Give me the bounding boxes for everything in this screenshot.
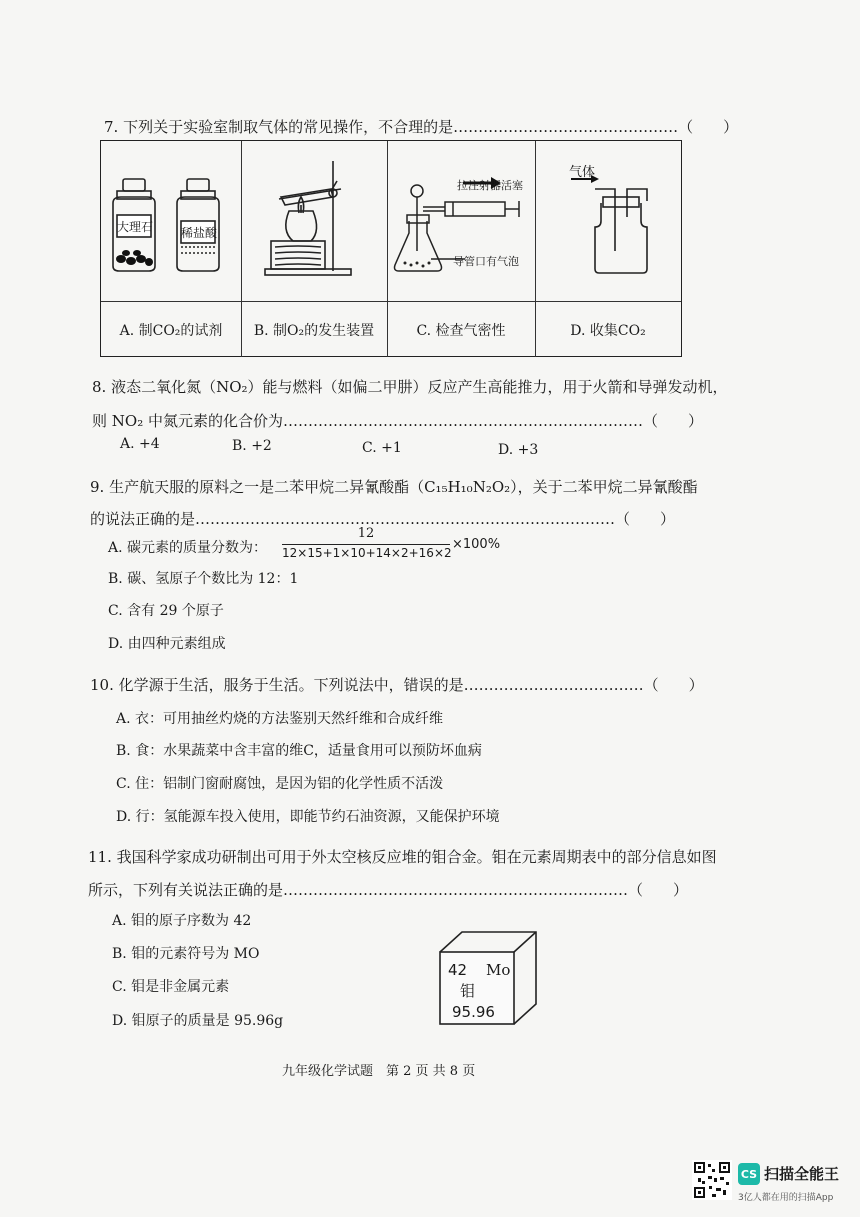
element-atomic-mass: 95.96 — [452, 1003, 495, 1021]
q9-stem-line1: 9. 生产航天服的原料之一是二苯甲烷二异氰酸酯（C₁₅H₁₀N₂O₂），关于二苯甲烷二异氰酸酯 — [90, 478, 698, 496]
scanner-brand: 扫描全能王 — [764, 1165, 840, 1183]
q9-option-a-label: A. 碳元素的质量分数为： — [108, 540, 268, 556]
q7-option-c: C. 检查气密性 — [387, 301, 536, 357]
q10-option-a: A. 衣：可用抽丝灼烧的方法鉴别天然纤维和合成纤维 — [116, 711, 444, 727]
page-footer: 九年级化学试题 第 2 页 共 8 页 — [282, 1064, 476, 1079]
q7-figure-table — [100, 140, 682, 357]
q9-fraction-numerator: 12 — [357, 526, 375, 541]
q10-stem: 10. 化学源于生活，服务于生活。下列说法中，错误的是………………………………（ ） — [90, 676, 704, 694]
q8-stem-line2: 则 NO₂ 中氮元素的化合价为………………………………………………………………（ ） — [92, 412, 703, 430]
q8-option-d: D. +3 — [498, 442, 539, 458]
q11-option-d: D. 钼原子的质量是 95.96g — [112, 1013, 284, 1029]
q9-option-b: B. 碳、氢原子个数比为 12：1 — [108, 571, 299, 587]
q8-option-a: A. +4 — [120, 436, 160, 452]
jar-label-marble: 大理石 — [117, 220, 154, 234]
scanner-slogan: 3亿人都在用的扫描App — [738, 1193, 834, 1203]
qr-code-icon — [692, 1160, 732, 1200]
q11-option-a: A. 钼的原子序数为 42 — [112, 913, 252, 929]
q11-stem-line1: 11. 我国科学家成功研制出可用于外太空核反应堆的钼合金。钼在元素周期表中的部分信息如图 — [88, 848, 717, 866]
q8-option-c: C. +1 — [362, 440, 402, 456]
element-symbol: Mo — [486, 961, 511, 979]
q11-option-b: B. 钼的元素符号为 MO — [112, 946, 260, 962]
gas-label: 气体 — [569, 165, 596, 180]
q9-fraction-denominator: 12×15+1×10+14×2+16×2 — [282, 546, 452, 560]
q9-fraction-tail: ×100% — [452, 537, 501, 552]
q7-option-b: B. 制O₂的发生装置 — [241, 301, 388, 357]
q7-stem: 7. 下列关于实验室制取气体的常见操作，不合理的是………………………………………（ ） — [104, 118, 739, 136]
q7-option-d: D. 收集CO₂ — [535, 301, 681, 357]
q7-option-a: A. 制CO₂的试剂 — [101, 301, 242, 357]
q10-option-c: C. 住：铝制门窗耐腐蚀，是因为铝的化学性质不活泼 — [116, 776, 444, 792]
q8-option-b: B. +2 — [232, 438, 272, 454]
bubble-label: 导管口有气泡 — [453, 255, 519, 268]
q7-cell-a — [101, 141, 242, 301]
q11-stem-line2: 所示，下列有关说法正确的是……………………………………………………………（ ） — [88, 881, 689, 899]
q11-option-c: C. 钼是非金属元素 — [112, 979, 230, 995]
q9-option-c: C. 含有 29 个原子 — [108, 603, 224, 619]
q7-cell-c — [387, 141, 536, 301]
gas-collection-bottle-icon — [535, 141, 681, 301]
fraction-bar — [282, 544, 450, 545]
heating-apparatus-icon — [241, 141, 387, 301]
syringe-label: 拉注射器活塞 — [457, 179, 523, 192]
element-atomic-number: 42 — [448, 961, 468, 979]
element-name: 钼 — [460, 982, 476, 1000]
q9-option-d: D. 由四种元素组成 — [108, 636, 226, 652]
q7-cell-d — [535, 141, 681, 301]
jar-label-acid: 稀盐酸 — [181, 226, 218, 240]
airtightness-check-icon — [387, 141, 535, 301]
scanner-logo-icon: CS — [738, 1163, 760, 1185]
q7-cell-b — [241, 141, 388, 301]
q10-option-d: D. 行：氢能源车投入使用，即能节约石油资源，又能保护环境 — [116, 809, 500, 825]
q8-stem-line1: 8. 液态二氧化氮（NO₂）能与燃料（如偏二甲肼）反应产生高能推力，用于火箭和导弹发动机， — [92, 378, 728, 396]
q10-option-b: B. 食：水果蔬菜中含丰富的维C，适量食用可以预防坏血病 — [116, 743, 482, 759]
q9-stem-line2: 的说法正确的是…………………………………………………………………………（ ） — [90, 510, 676, 528]
